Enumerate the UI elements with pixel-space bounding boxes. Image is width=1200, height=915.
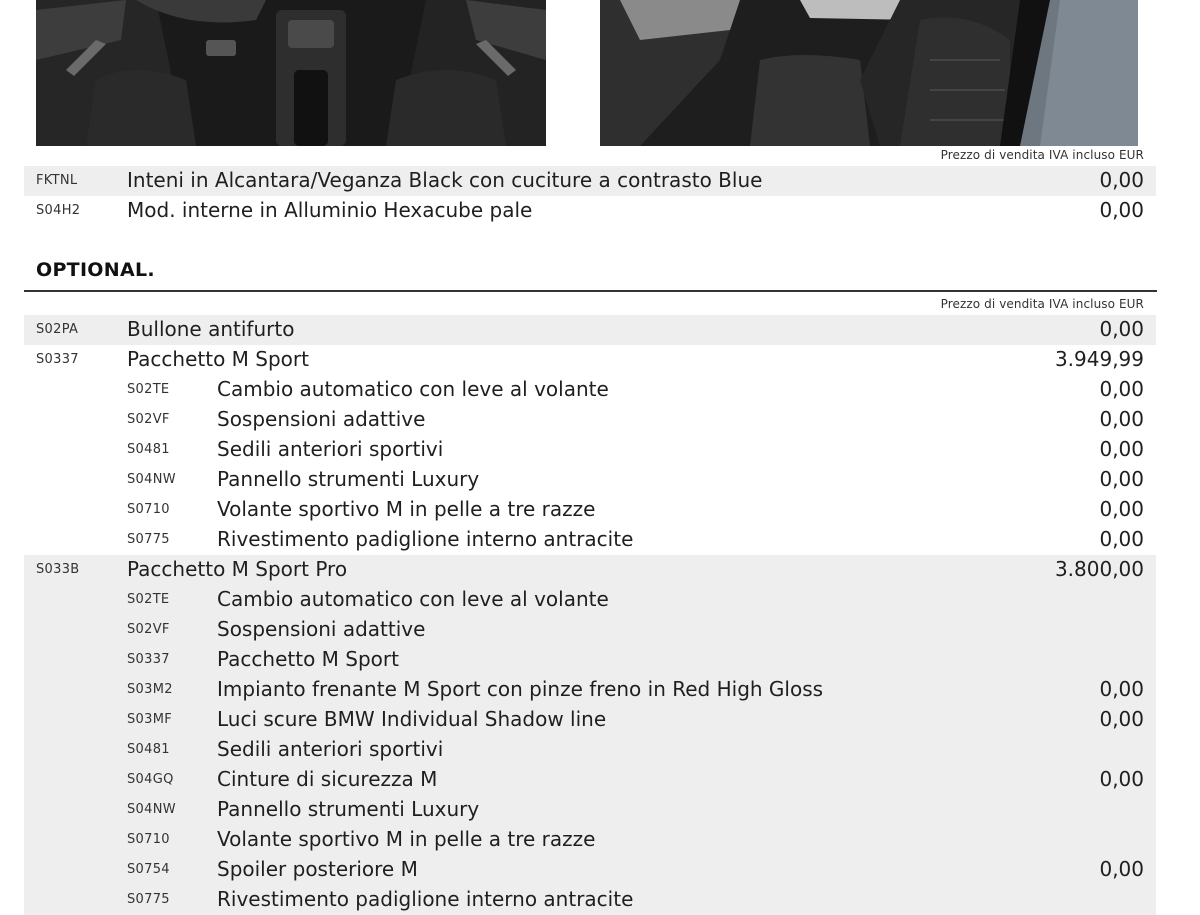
option-code: S03MF	[127, 712, 172, 727]
option-description: Volante sportivo M in pelle a tre razze	[217, 497, 596, 521]
price-column-header: Prezzo di vendita IVA incluso EUR	[940, 148, 1144, 162]
option-code: S0775	[127, 532, 170, 547]
option-description: Pannello strumenti Luxury	[217, 467, 480, 491]
option-subitem-row	[24, 885, 1156, 915]
option-description: Sospensioni adattive	[217, 407, 426, 431]
option-subitem-row	[24, 825, 1156, 855]
option-code: S03M2	[127, 682, 173, 697]
option-subitem-row	[24, 615, 1156, 645]
option-description: Bullone antifurto	[127, 317, 295, 341]
option-description: Sedili anteriori sportivi	[217, 737, 444, 761]
option-code: S0337	[36, 352, 79, 367]
option-price: 0,00	[1099, 407, 1144, 431]
option-description: Cambio automatico con leve al volante	[217, 587, 609, 611]
option-code: S0337	[127, 652, 170, 667]
option-description: Cambio automatico con leve al volante	[217, 377, 609, 401]
option-subitem-row	[24, 705, 1156, 735]
option-price: 0,00	[1099, 497, 1144, 521]
option-price: 3.800,00	[1054, 557, 1144, 581]
interior-side-photo	[600, 0, 1138, 146]
option-subitem-row	[24, 645, 1156, 675]
option-description: Pacchetto M Sport	[127, 347, 309, 371]
option-price: 3.949,99	[1054, 347, 1144, 371]
option-subitem-row	[24, 525, 1156, 555]
option-subitem-row	[24, 405, 1156, 435]
option-code: S02VF	[127, 412, 170, 427]
option-code: S0754	[127, 862, 170, 877]
option-code: S0481	[127, 442, 170, 457]
option-code: S04NW	[127, 802, 176, 817]
option-price: 0,00	[1099, 168, 1144, 192]
option-description: Pacchetto M Sport Pro	[127, 557, 348, 581]
option-description: Sedili anteriori sportivi	[217, 437, 444, 461]
section-title-optional: OPTIONAL.	[36, 259, 155, 281]
option-code: S02TE	[127, 382, 170, 397]
option-subitem-row	[24, 855, 1156, 885]
option-code: S04H2	[36, 203, 81, 218]
option-subitem-row	[24, 465, 1156, 495]
option-description: Pannello strumenti Luxury	[217, 797, 480, 821]
option-subitem-row	[24, 375, 1156, 405]
option-price: 0,00	[1099, 527, 1144, 551]
option-row	[24, 555, 1156, 585]
option-description: Impianto frenante M Sport con pinze freno in Red High Gloss	[217, 677, 824, 701]
option-code: S02PA	[36, 322, 79, 337]
option-code: S04GQ	[127, 772, 174, 787]
option-description: Pacchetto M Sport	[217, 647, 399, 671]
option-row	[24, 166, 1156, 196]
option-description: Spoiler posteriore M	[217, 857, 418, 881]
option-price: 0,00	[1099, 437, 1144, 461]
option-description: Mod. interne in Alluminio Hexacube pale	[127, 198, 533, 222]
option-subitem-row	[24, 585, 1156, 615]
option-price: 0,00	[1099, 467, 1144, 491]
option-price: 0,00	[1099, 377, 1144, 401]
option-subitem-row	[24, 765, 1156, 795]
price-column-header: Prezzo di vendita IVA incluso EUR	[940, 297, 1144, 311]
option-price: 0,00	[1099, 198, 1144, 222]
option-code: S04NW	[127, 472, 176, 487]
interior-front-photo	[36, 0, 546, 146]
option-subitem-row	[24, 735, 1156, 765]
option-price: 0,00	[1099, 317, 1144, 341]
option-code: S0481	[127, 742, 170, 757]
option-price: 0,00	[1099, 767, 1144, 791]
option-row	[24, 345, 1156, 375]
option-subitem-row	[24, 495, 1156, 525]
option-code: S0775	[127, 892, 170, 907]
option-description: Rivestimento padiglione interno antracite	[217, 887, 634, 911]
option-price: 0,00	[1099, 857, 1144, 881]
option-subitem-row	[24, 675, 1156, 705]
section-divider	[24, 290, 1157, 292]
option-code: S0710	[127, 832, 170, 847]
option-row	[24, 315, 1156, 345]
option-row	[24, 196, 1156, 226]
option-description: Rivestimento padiglione interno antracite	[217, 527, 634, 551]
option-description: Volante sportivo M in pelle a tre razze	[217, 827, 596, 851]
option-code: S0710	[127, 502, 170, 517]
option-code: S02TE	[127, 592, 170, 607]
option-code: S02VF	[127, 622, 170, 637]
option-description: Sospensioni adattive	[217, 617, 426, 641]
option-code: FKTNL	[36, 173, 78, 188]
option-code: S033B	[36, 562, 80, 577]
option-price: 0,00	[1099, 677, 1144, 701]
option-description: Inteni in Alcantara/Veganza Black con cuciture a contrasto Blue	[127, 168, 763, 192]
option-description: Luci scure BMW Individual Shadow line	[217, 707, 607, 731]
option-subitem-row	[24, 435, 1156, 465]
option-subitem-row	[24, 795, 1156, 825]
option-description: Cinture di sicurezza M	[217, 767, 438, 791]
option-price: 0,00	[1099, 707, 1144, 731]
